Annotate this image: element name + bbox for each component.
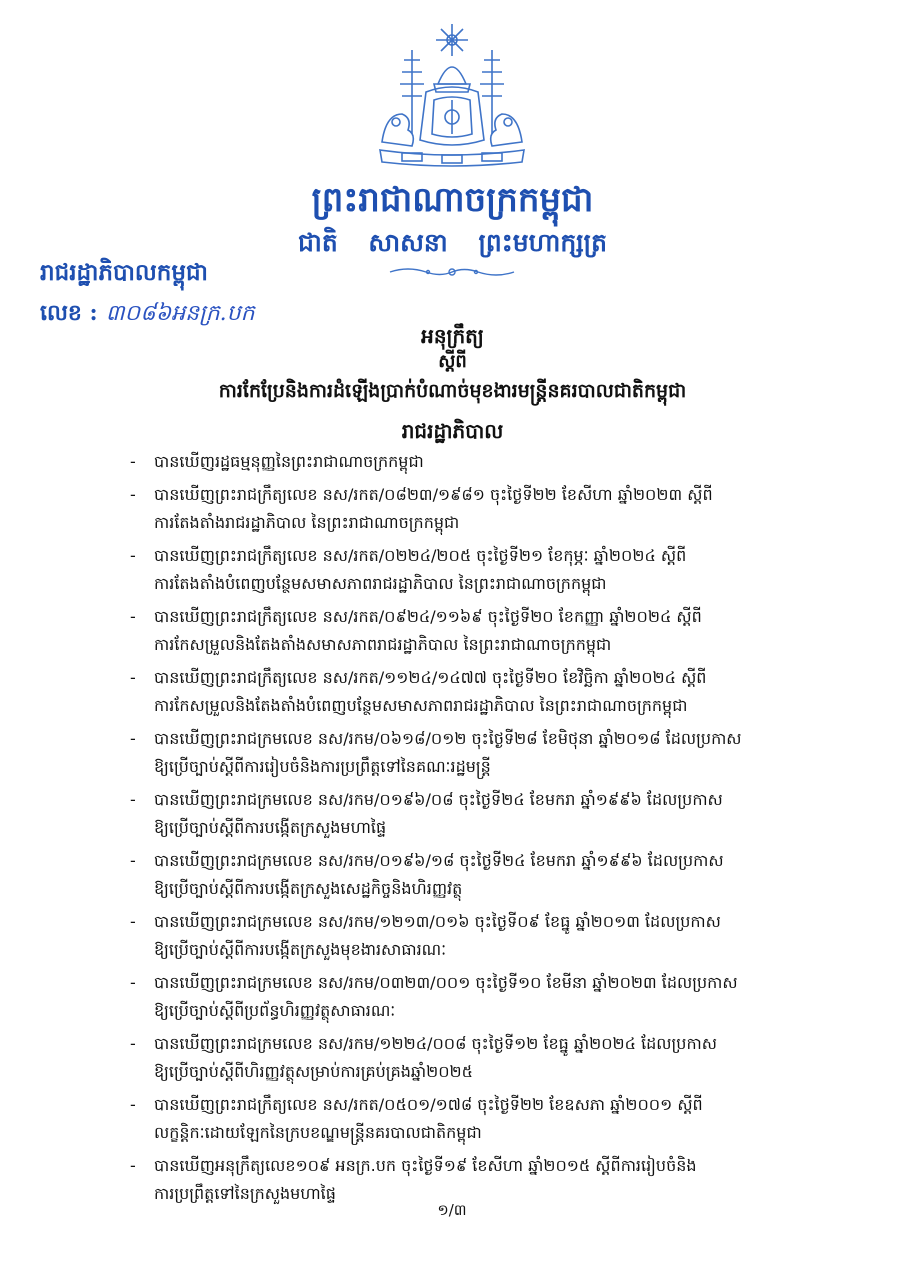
list-item: - បានឃើញព្រះរាជក្រឹត្យលេខ នស/រកត/០២២៤/២០៥ ចុះថ្ងៃទី២១ ខែកុម្ភៈ ឆ្នាំ២០២៤ ស្តីពី ការតែងតាំងបំពេញបន្ថែមសមាសភាពរាជរដ្ឋាភិបាល នៃព្រះរាជាណាចក្រកម្ពុជា — [130, 546, 687, 593]
reference-label: លេខ : — [40, 300, 98, 326]
reference-value: ៣០៨៦អនក្រ.បក — [105, 301, 255, 326]
kingdom-heading: ព្រះរាជាណាចក្រកម្ពុជា — [311, 180, 594, 220]
list-item: - បានឃើញព្រះរាជក្រមលេខ នស/រកម/០៦១៨/០១២ ចុះថ្ងៃទី២៨ ខែមិថុនា ឆ្នាំ២០១៨ ដែលប្រកាស ឱ្យប្រើច្បាប់ស្តីពីការរៀបចំនិងការប្រព្រឹត្តទៅនៃគណៈរដ្ឋមន្ត្រី — [130, 729, 742, 776]
list-item: - បានឃើញព្រះរាជក្រឹត្យលេខ នស/រកត/១១២៤/១៤៧៧ ចុះថ្ងៃទី២០ ខែវិច្ឆិកា ឆ្នាំ២០២៤ ស្តីពី ការកែសម្រួលនិងតែងតាំងបំពេញបន្ថែមសមាសភាពរាជរដ្ឋាភិបាល នៃព្រះរាជាណាចក្រកម្ពុជា — [130, 668, 707, 715]
list-item: - បានឃើញអនុក្រឹត្យលេខ១០៩ អនក្រ.បក ចុះថ្ងៃទី១៩ ខែសីហា ឆ្នាំ២០១៥ ស្តីពីការរៀបចំនិង ការប្រព្រឹត្តទៅនៃក្រសួងមហាផ្ទៃ — [130, 1156, 697, 1203]
issuing-government: រាជរដ្ឋាភិបាលកម្ពុជា — [40, 259, 208, 286]
document-type: អនុក្រឹត្យ — [421, 324, 484, 348]
national-motto: ជាតិ សាសនា ព្រះមហាក្សត្រ — [298, 228, 607, 257]
document-subject: ការកែប្រែនិងការដំឡើងប្រាក់បំណាច់មុខងារមន្ត្រីនគរបាលជាតិកម្ពុជា — [218, 380, 687, 402]
title-connector: ស្តីពី — [438, 351, 467, 372]
royal-arms-emblem — [372, 22, 532, 172]
legal-basis-list — [130, 448, 820, 1213]
page-number: ១/៣ — [437, 1201, 467, 1219]
list-item: - បានឃើញព្រះរាជក្រឹត្យលេខ នស/រកត/០៥០១/១៧៨ ចុះថ្ងៃទី២២ ខែឧសភា ឆ្នាំ២០០១ ស្តីពី លក្ខន្តិកៈដោយឡែកនៃក្របខណ្ឌមន្ត្រីនគរបាលជាតិកម្ពុជា — [130, 1095, 703, 1142]
list-item: - បានឃើញព្រះរាជក្រមលេខ នស/រកម/០៣២៣/០០១ ចុះថ្ងៃទី១០ ខែមីនា ឆ្នាំ២០២៣ ដែលប្រកាស ឱ្យប្រើច្បាប់ស្តីពីប្រព័ន្ធហិរញ្ញវត្ថុសាធារណៈ — [130, 973, 738, 1020]
list-item: - បានឃើញព្រះរាជក្រឹត្យលេខ នស/រកត/០៨២៣/១៩៨១ ចុះថ្ងៃទី២២ ខែសីហា ឆ្នាំ២០២៣ ស្តីពី ការតែងតាំងរាជរដ្ឋាភិបាល នៃព្រះរាជាណាចក្រកម្ពុជា — [130, 485, 713, 532]
list-item: - បានឃើញព្រះរាជក្រមលេខ នស/រកម/០១៩៦/០៨ ចុះថ្ងៃទី២៤ ខែមករា ឆ្នាំ១៩៩៦ ដែលប្រកាស ឱ្យប្រើច្បាប់ស្តីពីការបង្កើតក្រសួងមហាផ្ទៃ — [130, 790, 723, 837]
ornament-divider-icon — [388, 264, 516, 280]
list-item: - បានឃើញព្រះរាជក្រឹត្យលេខ នស/រកត/០៩២៤/១១៦៩ ចុះថ្ងៃទី២០ ខែកញ្ញា ឆ្នាំ២០២៤ ស្តីពី ការកែសម្រួលនិងតែងតាំងសមាសភាពរាជរដ្ឋាភិបាល នៃព្រះរាជាណាចក្រកម្ពុជា — [130, 607, 702, 654]
authority-heading: រាជរដ្ឋាភិបាល — [401, 419, 504, 443]
list-item: - បានឃើញរដ្ឋធម្មនុញ្ញនៃព្រះរាជាណាចក្រកម្ពុជា — [130, 452, 424, 471]
list-item: - បានឃើញព្រះរាជក្រមលេខ នស/រកម/១២១៣/០១៦ ចុះថ្ងៃទី០៩ ខែធ្នូ ឆ្នាំ២០១៣ ដែលប្រកាស ឱ្យប្រើច្បាប់ស្តីពីការបង្កើតក្រសួងមុខងារសាធារណៈ — [130, 912, 721, 959]
document-title-block — [120, 322, 785, 450]
list-item: - បានឃើញព្រះរាជក្រមលេខ នស/រកម/១២២៤/០០៨ ចុះថ្ងៃទី១២ ខែធ្នូ ឆ្នាំ២០២៤ ដែលប្រកាស ឱ្យប្រើច្បាប់ស្តីពីហិរញ្ញវត្ថុសម្រាប់ការគ្រប់គ្រងឆ្នាំ២០២៥ — [130, 1034, 717, 1081]
list-item: - បានឃើញព្រះរាជក្រមលេខ នស/រកម/០១៩៦/១៨ ចុះថ្ងៃទី២៤ ខែមករា ឆ្នាំ១៩៩៦ ដែលប្រកាស ឱ្យប្រើច្បាប់ស្តីពីការបង្កើតក្រសួងសេដ្ឋកិច្ចនិងហិរញ្ញវត្ថុ — [130, 851, 724, 898]
